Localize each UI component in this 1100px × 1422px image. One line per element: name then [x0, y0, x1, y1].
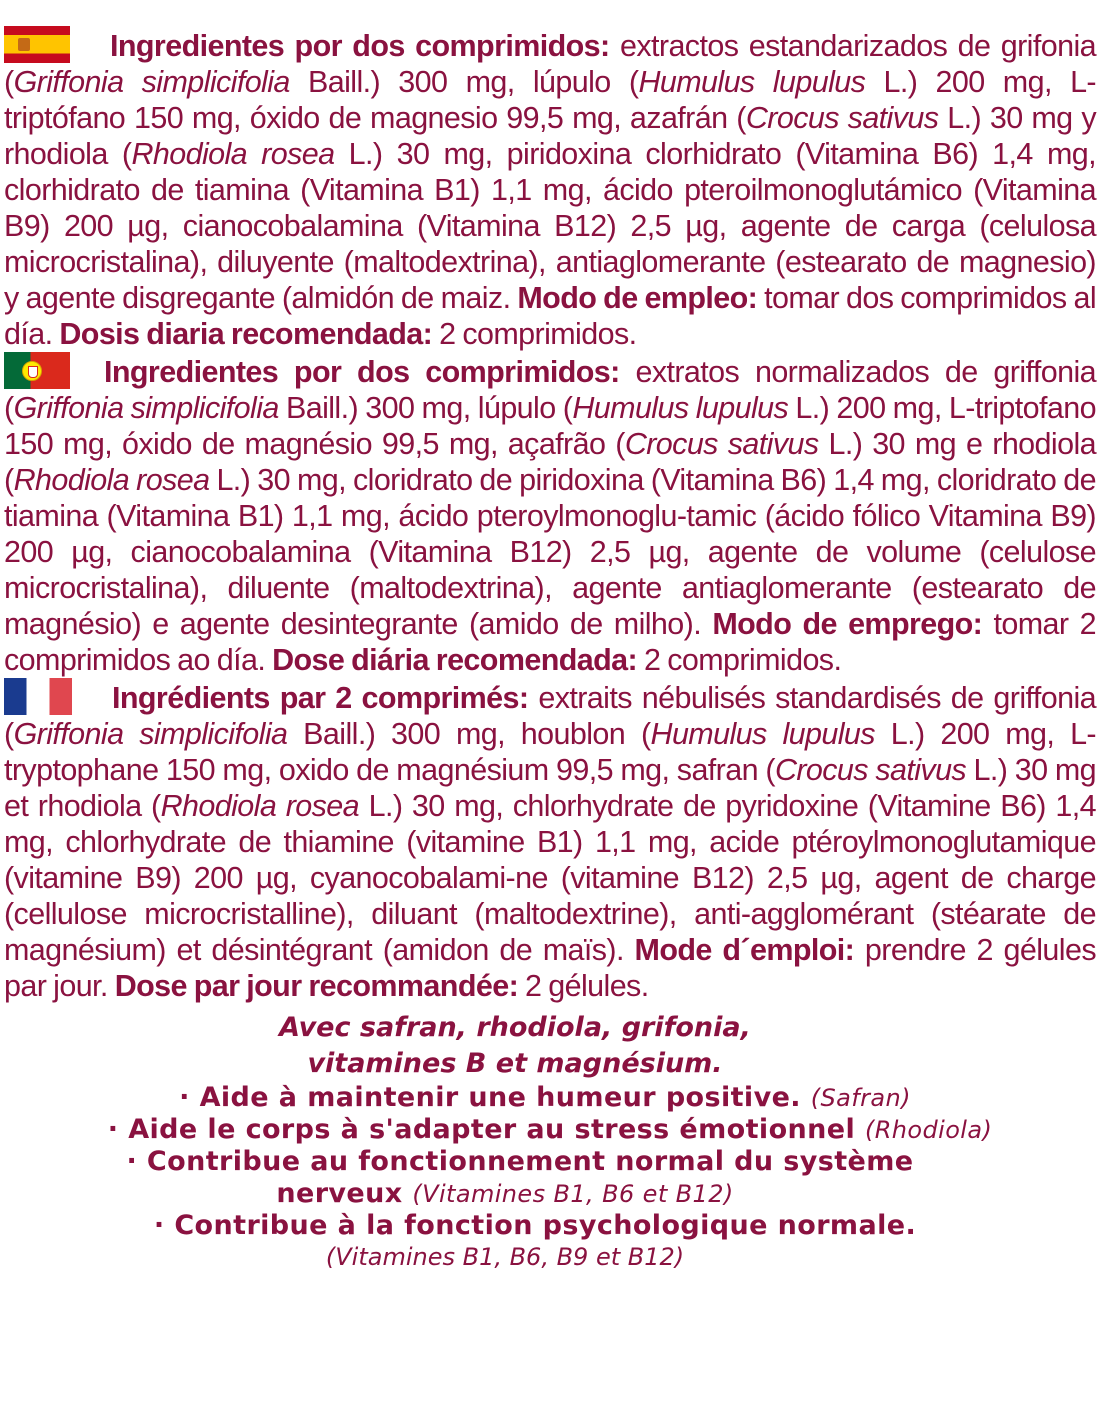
portuguese-section: Ingredientes por dos comprimidos: extratos normalizados de griffonia (Griffonia simplicifolia Baill.) 300 mg, lúpulo (Humulus lupulus L.) 200 mg, L-triptofano 150 mg, óxido de magnésio 99,5 mg, açafrão (Crocus sativus L.) 30 mg e rhodiola (Rhodiola rosea L.) 30 mg, cloridrato de piridoxina (Vitamina B6) 1,4 mg, cloridrato de tiamina (Vitamina B1) 1,1 mg, ácido pteroylmonoglu-tamic (ácido fólico Vitamina B9) 200 µg, cianocobalamina (Vitamina B12) 2,5 µg, agente de volume (celulose microcristalina), diluente (maltodextrina), agente antiaglomerante (estearato de magnésio) e agente desintegrante (amido de milho). Modo de emprego: tomar 2 comprimidos ao día. Dose diária recomendada: 2 comprimidos. [4, 352, 1096, 678]
france-flag-icon [4, 678, 72, 715]
spain-flag-icon [4, 26, 70, 63]
spanish-section: Ingredientes por dos comprimidos: extractos estandarizados de grifonia (Griffonia simplicifolia Baill.) 300 mg, lúpulo (Humulus lupulus L.) 200 mg, L- triptófano 150 mg, óxido de magnesio 99,5 mg, azafrán (Crocus sativus L.) 30 mg y rhodiola (Rhodiola rosea L.) 30 mg, piridoxina clorhidrato (Vitamina B6) 1,4 mg, clorhidrato de tiamina (Vitamina B1) 1,1 mg, ácido pteroilmonoglutámico (Vitamina B9) 200 µg, cianocobalamina (Vitamina B12) 2,5 µg, agente de carga (celulosa microcristalina), diluyente (maltodextrina), antiaglomerante (estearato de magnesio) y agente disgregante (almidón de maiz. Modo de empleo: tomar dos comprimidos al día. Dosis diaria recomendada: 2 comprimidos. [4, 26, 1096, 352]
portugal-flag-icon [4, 352, 70, 389]
claims-headline-line-1: Avec safran, rhodiola, grifonia, [279, 1012, 751, 1043]
claim-nervous-system: · Contribue au fonctionnement normal du système [126, 1146, 914, 1177]
claim-nervous-system-cont: nerveux (Vitamines B1, B6 et B12) [276, 1178, 734, 1209]
ingredients-label-pt: Ingredientes por dos comprimidos: [104, 355, 620, 389]
claim-stress: · Aide le corps à s'adapter au stress émotionnel (Rhodiola) [107, 1114, 993, 1145]
french-section: Ingrédients par 2 comprimés: extraits nébulisés standardisés de griffonia (Griffonia simplicifolia Baill.) 300 mg, houblon (Humulus lupulus L.) 200 mg, L-tryptophane 150 mg, oxido de magnésium 99,5 mg, safran (Crocus sativus L.) 30 mg et rhodiola (Rhodiola rosea L.) 30 mg, chlorhydrate de pyridoxine (Vitamine B6) 1,4 mg, chlorhydrate de thiamine (vitamine B1) 1,1 mg, acide ptéroylmonoglutamique (vitamine B9) 200 µg, cyanocobalami-ne (vitamine B12) 2,5 µg, agent de charge (cellulose microcristalline), diluant (maltodextrine), anti-agglomérant (stéarate de magnésium) et désintégrant (amidon de maïs). Mode d´emploi: prendre 2 gélules par jour. Dose par jour recommandée: 2 gélules. [4, 678, 1096, 1004]
claim-psychological-source: (Vitamines B1, B6, B9 et B12) [325, 1243, 685, 1271]
claim-mood: · Aide à maintenir une humeur positive. (Safran) [179, 1082, 911, 1113]
health-claims [4, 1010, 1096, 1272]
dose-label-fr: Dose par jour recommandée: [114, 969, 519, 1003]
usage-label-pt: Modo de emprego: [712, 607, 983, 641]
usage-label-es: Modo de empleo: [517, 281, 758, 315]
dose-label-pt: Dose diária recomendada: [272, 643, 638, 677]
claim-psychological: · Contribue à la fonction psychologique normale. [153, 1210, 917, 1241]
usage-label-fr: Mode d´emploi: [634, 933, 855, 967]
ingredients-label-es: Ingredientes por dos comprimidos: [110, 29, 610, 63]
label-page [4, 26, 1096, 1272]
claims-headline-line-2: vitamines B et magnésium. [307, 1048, 723, 1079]
dose-label-es: Dosis diaria recomendada: [59, 317, 433, 351]
ingredients-label-fr: Ingrédients par 2 comprimés: [112, 681, 529, 715]
